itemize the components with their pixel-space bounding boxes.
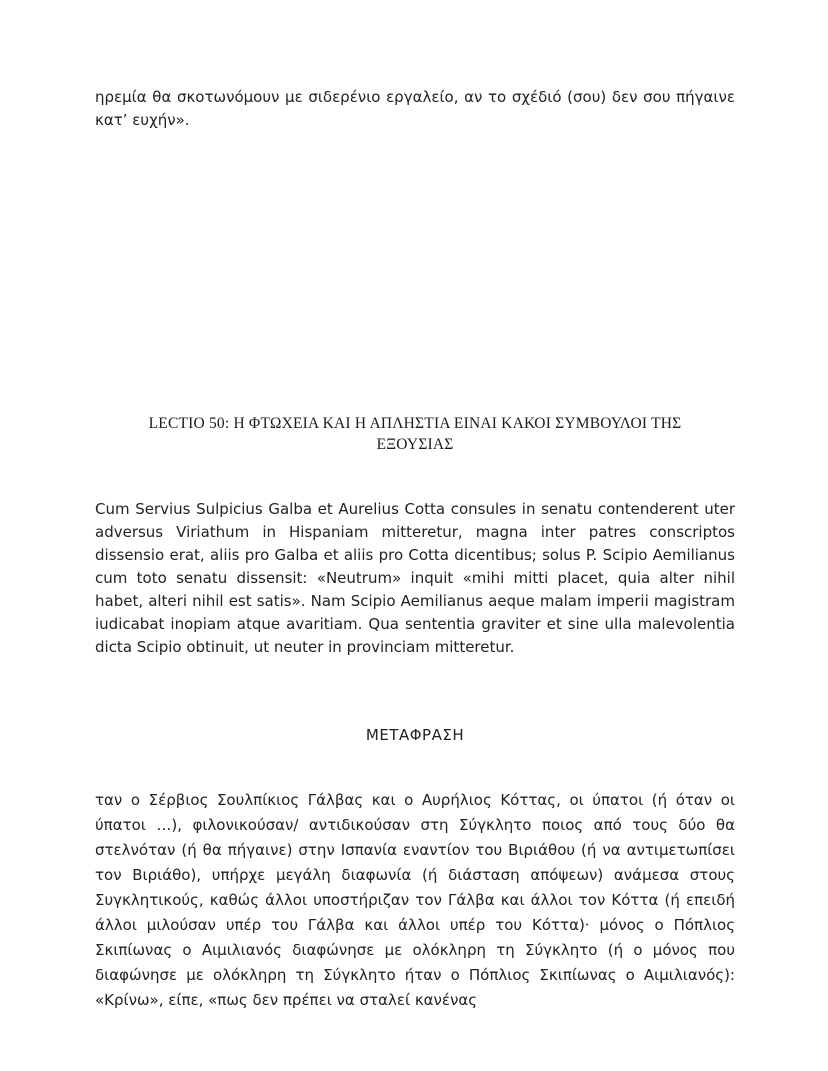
metafrasi-heading: ΜΕΤΑΦΡΑΣΗ: [365, 726, 465, 744]
greek-translation-paragraph: ταν ο Σέρβιος Σουλπίκιος Γάλβας και ο Αυρήλιος Κόττας, οι ύπατοι (ή όταν οι ύπατοι …), φιλονικούσαν/ αντιδικούσαν στη Σύγκλητο ποιος από τους δύο θα στελνόταν (ή θα πήγαινε) στην Ισπανία εναντίον του Βιριάθου (ή να αντιμετωπίσει τον Βιριάθο), υπήρχε μεγάλη διαφωνία (ή διάσταση απόψεων) ανάμεσα στους Συγκλητικούς, καθώς άλλοι υποστήριζαν τον Γάλβα και άλλοι τον Κόττα (ή επειδή άλλοι μιλούσαν υπέρ του Γάλβα και άλλοι υπέρ του Κόττα)· μόνος ο Πόπλιος Σκιπίωνας ο Αιμιλιανός διαφώνησε με ολόκληρη τη Σύγκλητο (ή ο μόνος που διαφώνησε με ολόκληρη τη Σύγκλητο ήταν ο Πόπλιος Σκιπίωνας ο Αιμιλιανός): «Κρίνω», είπε, «πως δεν πρέπει να σταλεί κανένας: [95, 791, 735, 1009]
lectio-title: [95, 413, 735, 455]
latin-text-paragraph: Cum Servius Sulpicius Galba et Aurelius Cotta consules in senatu contenderent uter adversus Viriathum in Hispaniam mitteretur, magna inter patres conscriptos dissensio erat, aliis pro Galba et aliis pro Cotta dicentibus; solus P. Scipio Aemilianus cum toto senatu dissensit: «Neutrum» inquit «mihi mitti placet, quia alter nihil habet, alteri nihil est satis». Nam Scipio Aemilianus aeque malam imperii magistram iudicabat inopiam atque avaritiam. Qua sententia graviter et sine ulla malevolentia dicta Scipio obtinuit, ut neuter in provinciam mitteretur.: [95, 500, 735, 656]
lectio-title-line-1: LECTIO 50: Η ΦΤΩΧΕΙΑ ΚΑΙ Η ΑΠΛΗΣΤΙΑ ΕΙΝΑΙ ΚΑΚΟΙ ΣΥΜΒΟΥΛΟΙ ΤΗΣ: [148, 415, 682, 432]
lectio-title-line-2: ΕΞΟΥΣΙΑΣ: [376, 436, 454, 453]
top-paragraph-fragment: ηρεμία θα σκοτωνόμουν με σιδερένιο εργαλείο, αν το σχέδιό (σου) δεν σου πήγαινε κατ’ ευχήν».: [95, 88, 735, 129]
